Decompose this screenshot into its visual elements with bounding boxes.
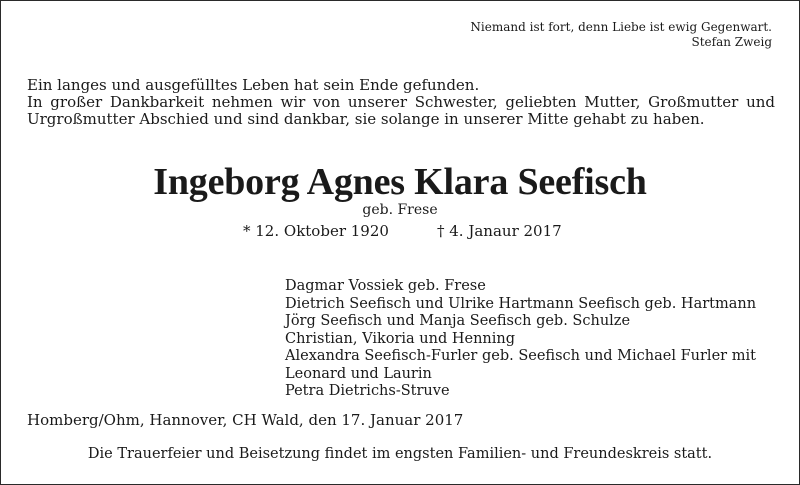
family-member: Petra Dietrichs-Struve [285,383,450,399]
deceased-name: Ingeborg Agnes Klara Seefisch [153,161,647,203]
death-date: † 4. Janaur 2017 [437,222,562,240]
funeral-note: Die Trauerfeier und Beisetzung findet im engsten Familien- und Freundeskreis statt. [87,446,713,462]
family-member: Alexandra Seefisch-Furler geb. Seefisch und Michael Furler mit [285,348,756,364]
birth-date: * 12. Oktober 1920 [243,222,389,240]
family-member: Dagmar Vossiek geb. Frese [285,278,486,294]
intro-line-2: In großer Dankbarkeit nehmen wir von unserer Schwester, geliebten Mutter, Großmutter und Urgroßmutter Abschied und sind dankbar, sie solange in unserer Mitte gehabt zu haben. [27,93,775,128]
epigraph-text: Niemand ist fort, denn Liebe ist ewig Gegenwart. [470,20,772,34]
epigraph-author: Stefan Zweig [691,35,772,49]
family-member: Dietrich Seefisch und Ulrike Hartmann Seefisch geb. Hartmann [285,295,757,312]
epigraph [470,20,772,50]
place-and-date: Homberg/Ohm, Hannover, CH Wald, den 17. Januar 2017 [27,411,464,429]
family-member: Jörg Seefisch und Manja Seefisch geb. Schulze [285,313,631,329]
family-member: Christian, Vikoria und Henning [285,330,516,347]
family-list [285,278,785,401]
family-member: Leonard und Laurin [285,365,432,382]
intro-text [27,77,775,128]
intro-line-1: Ein langes und ausgefülltes Leben hat sein Ende gefunden. [27,76,480,94]
maiden-name: geb. Frese [362,202,438,218]
